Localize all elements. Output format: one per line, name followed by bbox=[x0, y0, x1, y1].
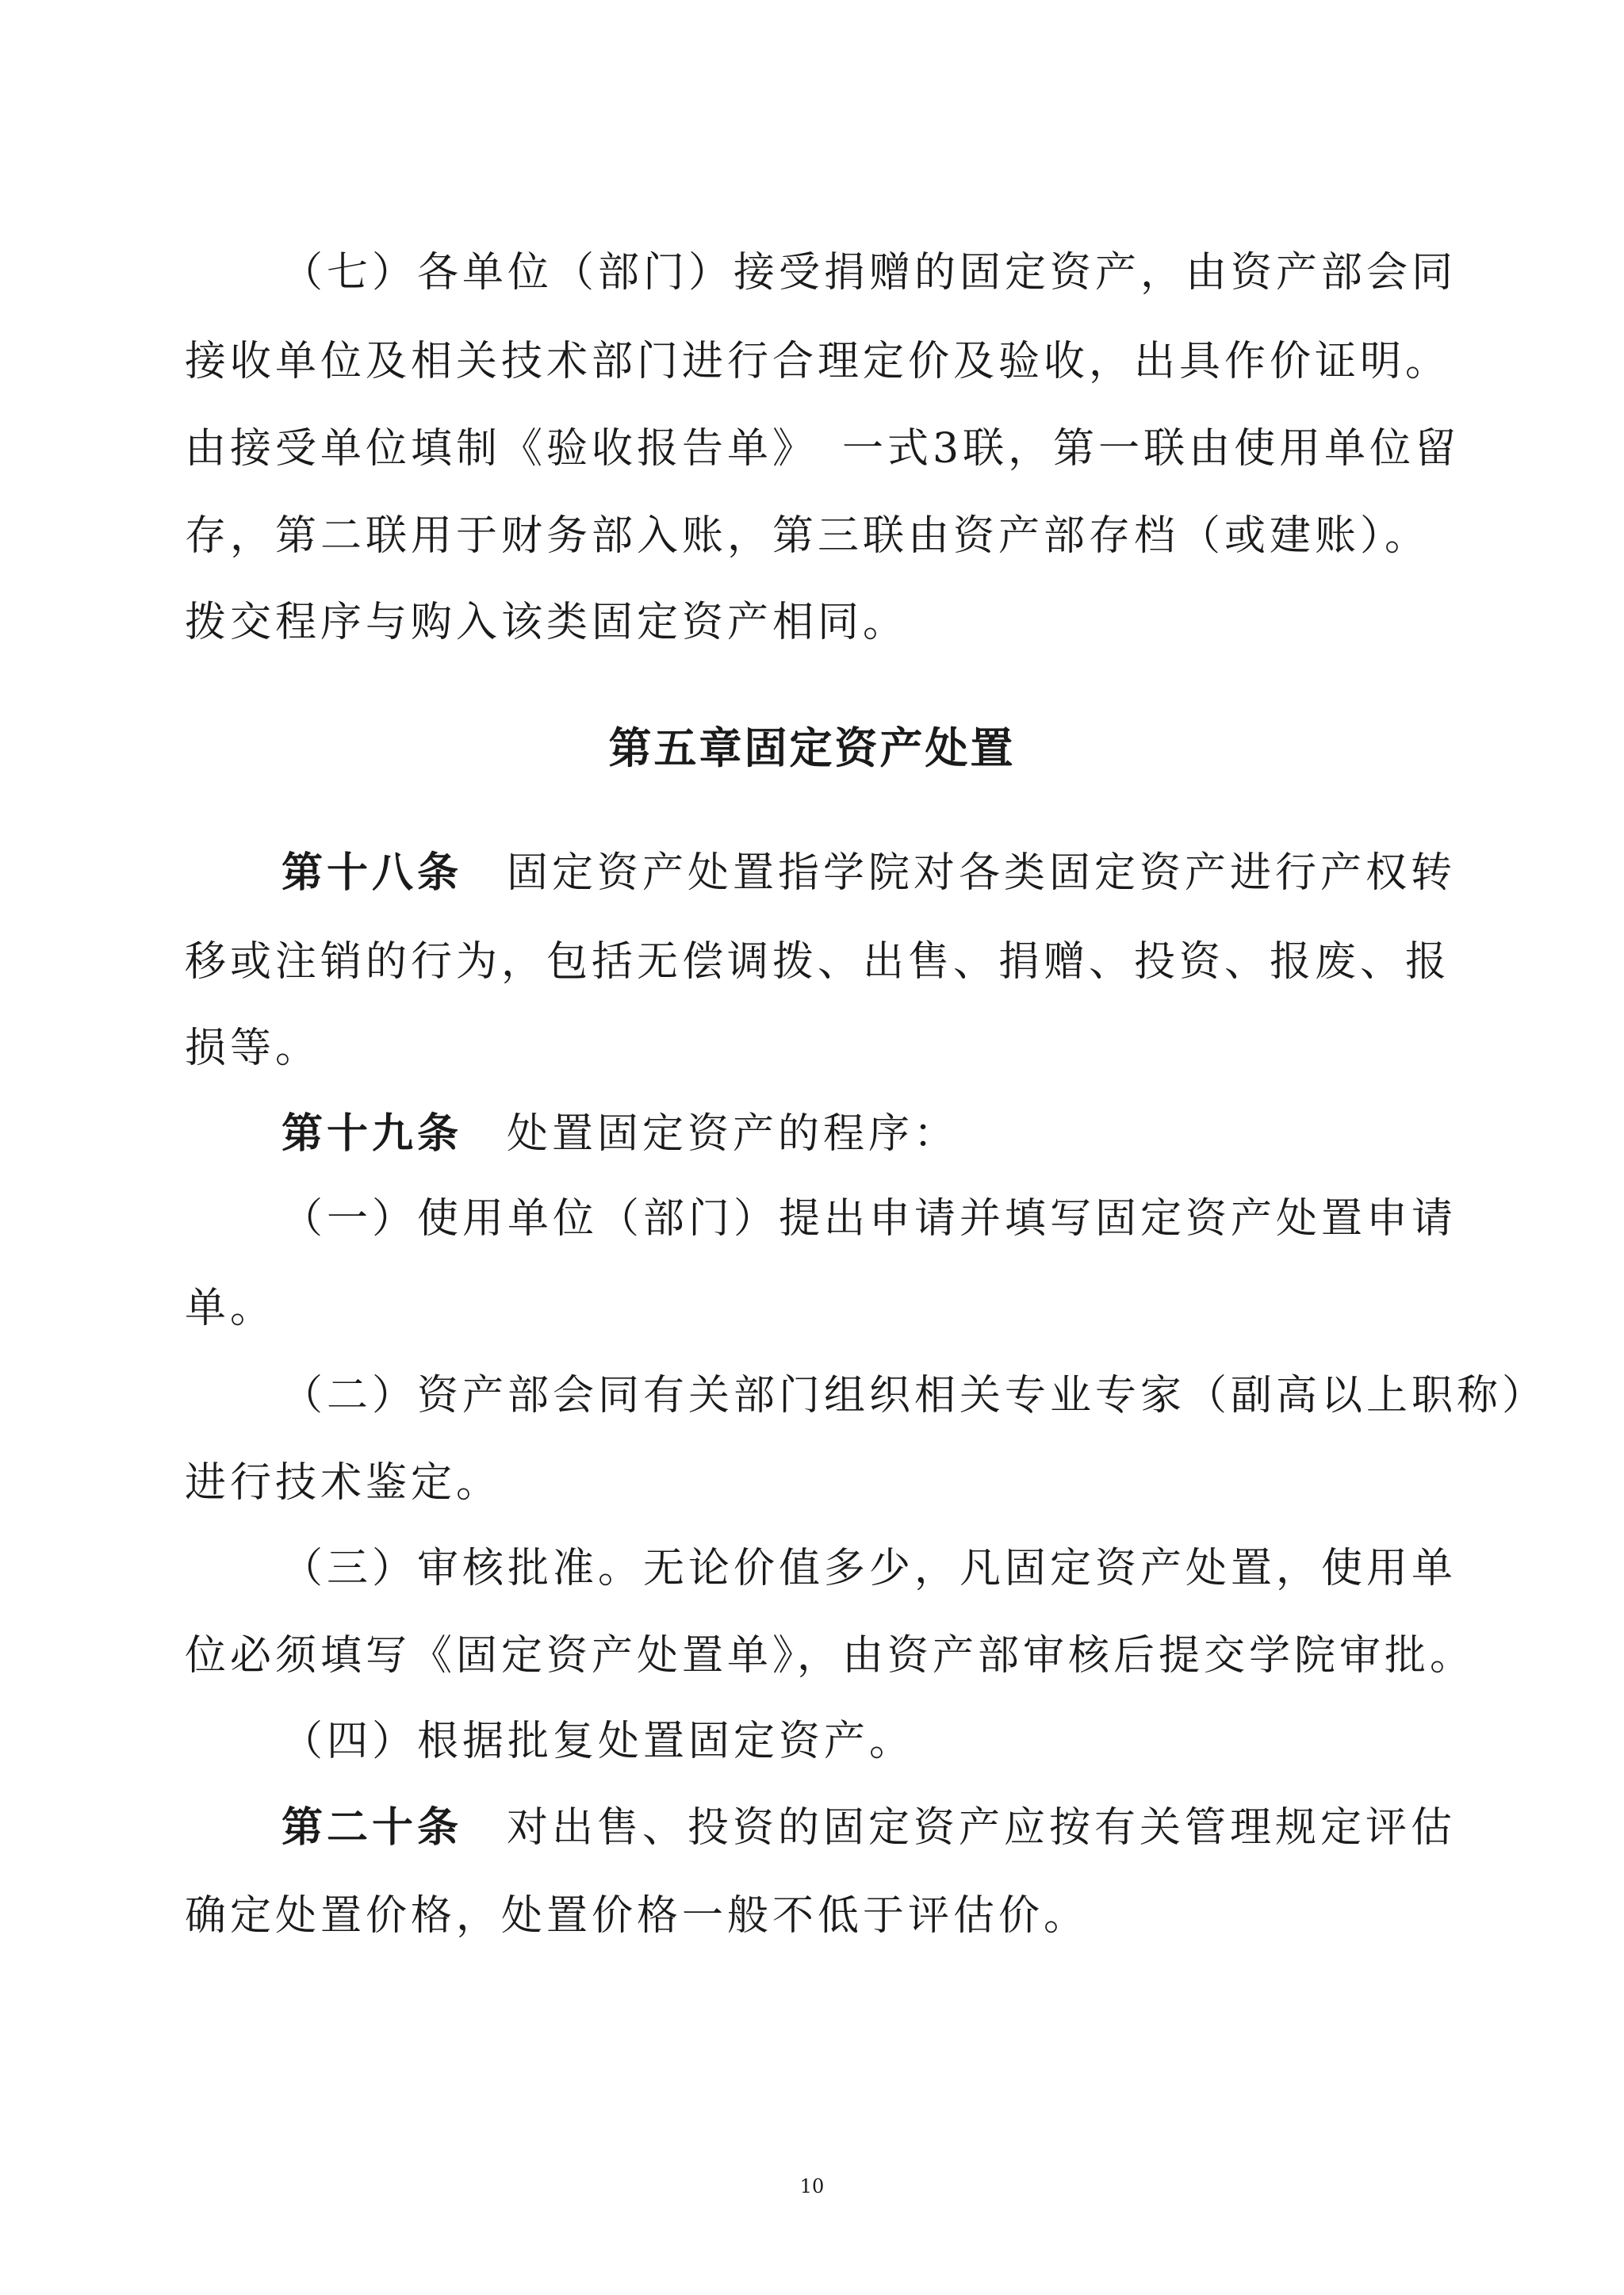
paragraph-7-line-3: 由接受单位填制《验收报告单》 一式3联，第一联由使用单位留 bbox=[185, 425, 1461, 473]
article-18-line-3: 损等。 bbox=[185, 1025, 321, 1072]
article-19-label: 第十九条 bbox=[282, 1109, 463, 1158]
article-19-text: 处置固定资产的程序： bbox=[507, 1110, 959, 1158]
paragraph-7-line-4: 存，第二联用于财务部入账，第三联由资产部存档（或建账）。 bbox=[185, 512, 1431, 560]
paragraph-7-line-2: 接收单位及相关技术部门进行合理定价及验收，出具作价证明。 bbox=[185, 338, 1451, 385]
article-19-item-3-line-1: （三）审核批准。无论价值多少，凡固定资产处置，使用单 bbox=[282, 1545, 1457, 1592]
article-20-text: 对出售、投资的固定资产应按有关管理规定评估 bbox=[507, 1804, 1457, 1852]
paragraph-7-line-1: （七）各单位（部门）接受捐赠的固定资产，由资产部会同 bbox=[282, 249, 1457, 297]
article-19-line-1 bbox=[282, 1110, 959, 1158]
article-20-label: 第二十条 bbox=[282, 1803, 463, 1852]
article-19-item-1-line-1: （一）使用单位（部门）提出申请并填写固定资产处置申请 bbox=[282, 1195, 1457, 1243]
chapter-title: 第五章固定资产处置 bbox=[608, 722, 1016, 773]
article-18-text: 固定资产处置指学院对各类固定资产进行产权转 bbox=[507, 849, 1457, 897]
paragraph-7-line-5: 拨交程序与购入该类固定资产相同。 bbox=[185, 599, 909, 646]
article-19-item-2-line-2: 进行技术鉴定。 bbox=[185, 1459, 502, 1507]
article-19-item-1-line-2: 单。 bbox=[185, 1285, 276, 1332]
article-19-item-4-line-1: （四）根据批复处置固定资产。 bbox=[282, 1718, 915, 1765]
article-18-line-1 bbox=[282, 849, 1456, 897]
article-19-item-2-line-1: （二）资产部会同有关部门组织相关专业专家（副高以上职称） bbox=[282, 1372, 1548, 1420]
article-18-line-2: 移或注销的行为，包括无偿调拨、出售、捐赠、投资、报废、报 bbox=[185, 938, 1451, 986]
article-20-line-1 bbox=[282, 1804, 1456, 1852]
page-number: 10 bbox=[799, 2175, 825, 2197]
article-19-item-3-line-2: 位必须填写《固定资产处置单》，由资产部审核后提交学院审批。 bbox=[185, 1632, 1476, 1680]
article-18-label: 第十八条 bbox=[282, 849, 463, 897]
article-20-line-2: 确定处置价格，处置价格一般不低于评估价。 bbox=[185, 1892, 1090, 1940]
